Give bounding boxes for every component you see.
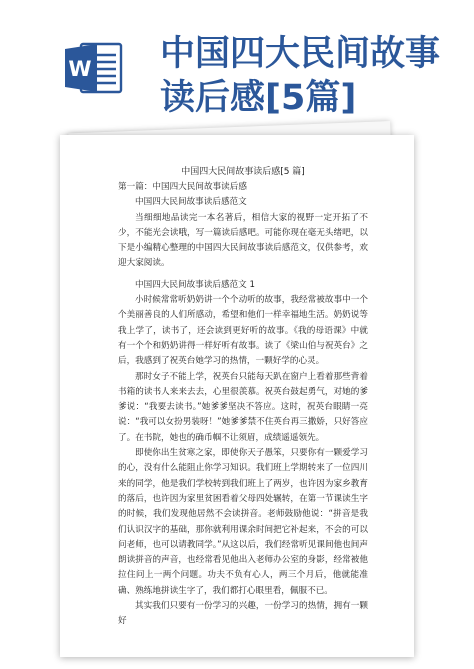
document-body bbox=[118, 165, 368, 630]
body-paragraph: 小时候常常听奶奶讲一个个动听的故事，我经常被故事中一个个美丽善良的人们所感动，希望和他们一样幸福地生活。奶奶说等我上学了，读书了，还会读到更好听的故事。《我的母语课》中就有一个个和奶奶讲得一样好听有故事。读了《梁山伯与祝英台》之后，我感到了祝英台她学习的热情，一颗好学的心灵。 bbox=[118, 295, 368, 367]
word-document-icon bbox=[63, 38, 125, 98]
banner-title-line-2: 读后感[5篇] bbox=[160, 78, 357, 118]
essay-heading: 中国四大民间故事读后感范文 1 bbox=[135, 279, 255, 290]
section-heading: 第一篇：中国四大民间故事读后感 bbox=[118, 182, 247, 192]
document-page bbox=[60, 135, 414, 657]
subheading: 中国四大民间故事读后感范文 bbox=[135, 197, 247, 208]
banner-title bbox=[160, 32, 460, 120]
body-paragraph: 其实我们只要有一份学习的兴趣，一份学习的热情，拥有一颗好 bbox=[118, 601, 368, 627]
intro-paragraph: 当细细地品读完一本名著后，相信大家的视野一定开拓了不少，不能光会读哦，写一篇读后感吧。可能你现在毫无头绪吧，以下是小编精心整理的中国四大民间故事读后感范文，仅供参考，欢迎大家阅读。 bbox=[118, 212, 368, 269]
body-paragraph: 即使你出生贫寒之家，即使你天子愚笨，只要你有一颗爱学习的心，没有什么能阻止你学习知识。我们班上学期转来了一位四川来的同学，他是我们学校转到我们班上了两岁，也许因为家乡教育的落后，也许因为家里贫困看着父母四处辗转，在第一节课读生字的时候，我们发现他居然不会读拼音。老师鼓励他说：“拼音是我们认识汉字的基础，那你就利用课余时间把它补起来，不会的可以问老师，也可以请教同学。”从这以后，我们经常听见课间他也间声朗读拼音的声音，也经常看见他出入老师办公室的身影，经常被他拉住问上一两个问题。功夫不负有心人，两三个月后，他就能准确、熟练地拼读生字了，我们都打心眼里看，佩服不已。 bbox=[118, 448, 368, 596]
document-title: 中国四大民间故事读后感[5 篇] bbox=[181, 167, 305, 177]
word-icon-letter: W bbox=[68, 57, 92, 81]
body-paragraph: 那时女子不能上学，祝英台只能每天趴在窗户上看着那些背着书箱的读书人来来去去，心里很羡慕。祝英台鼓起勇气，对她的爹爹说：“我要去读书。”她爹爹坚决不答应。这时，祝英台眼睛一亮说：“我可以女扮男装呀！”她爹爹禁不住英台再三撒娇，只好答应了。在书院，她也的确币帼不让须眉，成绩遥遥领先。 bbox=[118, 371, 368, 443]
banner-title-line-1: 中国四大民间故事 bbox=[160, 34, 441, 74]
